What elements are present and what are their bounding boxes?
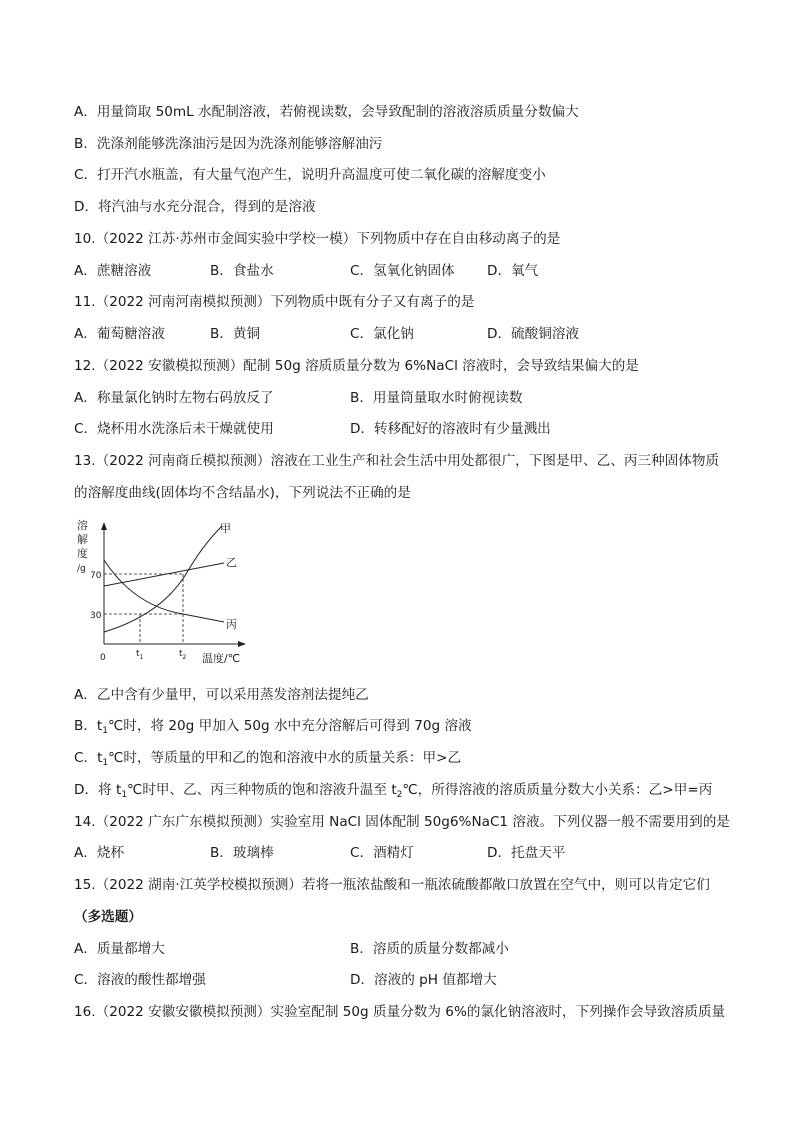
q9-option-d: D．将汽油与水充分混合，得到的是溶液 — [74, 199, 316, 215]
q15-option-a: A．质量都增大 — [74, 941, 165, 957]
y-label-2: 解 — [77, 533, 88, 546]
y-label-unit: /g — [77, 564, 86, 574]
y-label-1: 溶 — [77, 519, 88, 532]
q11-option-d: D．硫酸铜溶液 — [487, 326, 580, 342]
q16-stem: 16.（2022 安徽安徽模拟预测）实验室配制 50g 质量分数为 6%的氯化钠溶液时，下列操作会导致溶质质量 — [74, 1004, 726, 1020]
x-axis-arrow-icon — [238, 641, 246, 647]
x-label: 温度/℃ — [202, 652, 241, 665]
tick-t1: $t_1$ — [136, 649, 144, 661]
q13-option-a: A．乙中含有少量甲，可以采用蒸发溶剂法提纯乙 — [74, 687, 369, 703]
q13-stem-line1: 13.（2022 河南商丘模拟预测）溶液在工业生产和社会生活中用处都很广，下图是甲、乙、丙三种固体物质 — [74, 453, 720, 469]
q10-option-b: B．食盐水 — [210, 263, 274, 279]
q11-option-b: B．黄铜 — [210, 326, 261, 342]
curve-jia — [104, 526, 222, 632]
q15-stem: 15.（2022 湖南·江英学校模拟预测）若将一瓶浓盐酸和一瓶浓硫酸都敞口放置在空气中，则可以肯定它们 — [74, 877, 710, 893]
q11-stem: 11.（2022 河南河南模拟预测）下列物质中既有分子又有离子的是 — [74, 294, 475, 310]
q9-option-c: C．打开汽水瓶盖，有大量气泡产生，说明升高温度可使二氧化碳的溶解度变小 — [74, 167, 546, 183]
tick-t2: $t_2$ — [179, 649, 187, 661]
q12-option-a: A．称量氯化钠时左物右码放反了 — [74, 390, 274, 406]
q13-stem-line2: 的溶解度曲线(固体均不含结晶水)，下列说法不正确的是 — [74, 485, 411, 501]
q13-option-c: C．$t_1℃$时，等质量的甲和乙的饱和溶液中水的质量关系：甲>乙 — [74, 750, 462, 768]
q9-option-b: B．洗涤剂能够洗涤油污是因为洗涤剂能够溶解油污 — [74, 136, 383, 152]
label-yi: 乙 — [226, 556, 237, 569]
q12-stem: 12.（2022 安徽模拟预测）配制 50g 溶质质量分数为 6%NaCl 溶液时，会导致结果偏大的是 — [74, 358, 639, 374]
q13-option-b: B．$t_1℃$时，将 20g 甲加入 50g 水中充分溶解后可得到 70g 溶液 — [74, 718, 472, 736]
q11-option-c: C．氯化钠 — [350, 326, 414, 342]
label-jia: 甲 — [220, 522, 231, 535]
q14-option-a: A．烧杯 — [74, 845, 125, 861]
tick-30: 30 — [90, 611, 102, 621]
tick-70: 70 — [90, 571, 102, 581]
q10-option-c: C．氢氧化钠固体 — [350, 263, 455, 279]
origin-label: 0 — [100, 653, 106, 663]
q12-option-d: D．转移配好的溶液时有少量溅出 — [350, 421, 551, 437]
q15-multi-select-note: （多选题） — [74, 909, 142, 925]
y-label-3: 度 — [77, 547, 88, 560]
q14-option-d: D．托盘天平 — [487, 845, 566, 861]
q14-option-b: B．玻璃棒 — [210, 845, 274, 861]
curve-bing — [104, 560, 224, 622]
solubility-curve-figure — [74, 514, 254, 670]
q12-option-b: B．用量筒量取水时俯视读数 — [350, 390, 523, 406]
q15-option-b: B．溶质的质量分数都减小 — [350, 941, 509, 957]
q13-option-d: D．将 $t_1℃$时甲、乙、丙三种物质的饱和溶液升温至 $t_2℃$，所得溶液的溶质质量分数大小关系：乙>甲=丙 — [74, 782, 713, 800]
q10-stem: 10.（2022 江苏·苏州市金阊实验中学校一模）下列物质中存在自由移动离子的是 — [74, 231, 561, 247]
q15-option-c: C．溶液的酸性都增强 — [74, 972, 206, 988]
q14-option-c: C．酒精灯 — [350, 845, 414, 861]
q12-option-c: C．烧杯用水洗涤后未干燥就使用 — [74, 421, 274, 437]
y-axis-arrow-icon — [101, 522, 107, 530]
q10-option-d: D．氧气 — [487, 263, 539, 279]
q11-option-a: A．葡萄糖溶液 — [74, 326, 165, 342]
q10-option-a: A．蔗糖溶液 — [74, 263, 152, 279]
q15-option-d: D．溶液的 pH 值都增大 — [350, 972, 497, 988]
q9-option-a: A．用量筒取 50mL 水配制溶液，若俯视读数，会导致配制的溶液溶质质量分数偏大 — [74, 104, 579, 120]
q14-stem: 14.（2022 广东广东模拟预测）实验室用 NaCl 固体配制 50g6%NaC1 溶液。下列仪器一般不需要用到的是 — [74, 814, 730, 830]
label-bing: 丙 — [226, 618, 237, 631]
